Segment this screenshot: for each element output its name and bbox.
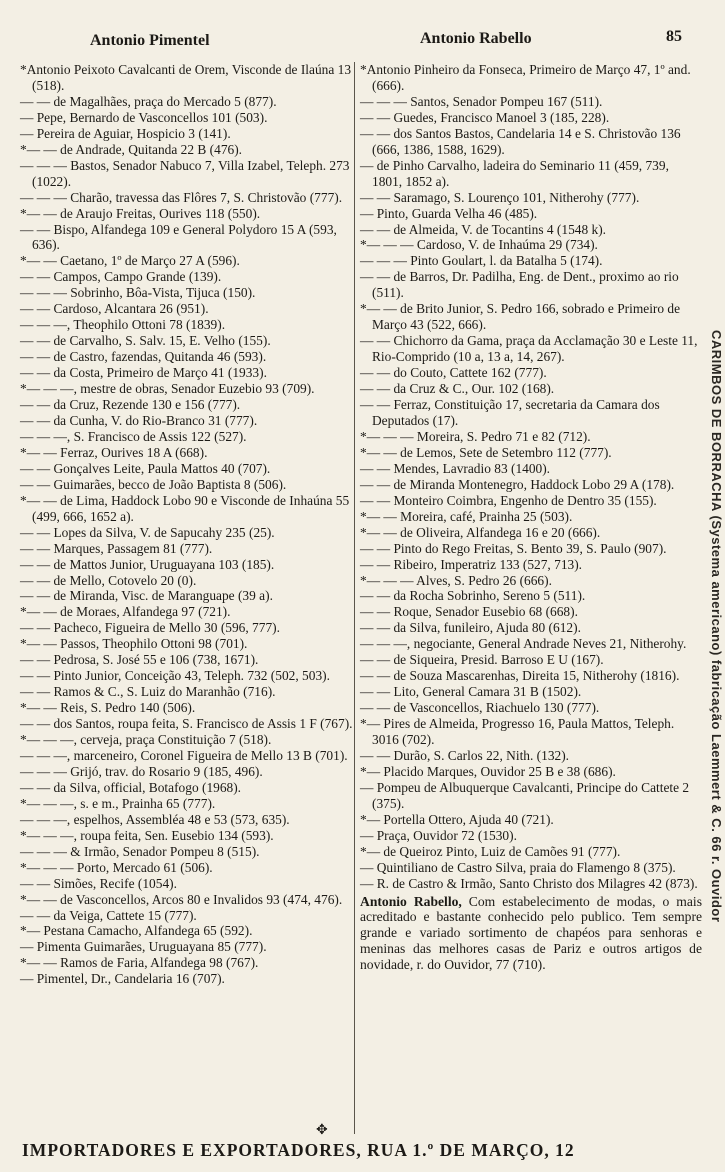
directory-entry: — — —, negociante, General Andrade Neves 21, Nitherohy. <box>360 636 687 652</box>
directory-entry: — — Mendes, Lavradio 83 (1400). <box>360 460 551 476</box>
directory-entry: *— — —, mestre de obras, Senador Euzebio 93 (709). <box>20 381 315 397</box>
ornament-icon: ✥ <box>316 1122 328 1138</box>
directory-entry: — — de Siqueira, Presid. Barroso E U (167). <box>360 652 604 668</box>
directory-entry: — — dos Santos Bastos, Candelaria 14 e S. Christovão 136 (666, 1386, 1588, 1629). <box>360 125 681 157</box>
directory-entry: — — — Santos, Senador Pompeu 167 (511). <box>360 93 603 109</box>
directory-entry: — — Ribeiro, Imperatriz 133 (527, 713). <box>360 556 583 572</box>
directory-entry: — Pinto, Guarda Velha 46 (485). <box>360 205 538 221</box>
directory-entry: — — Durão, S. Carlos 22, Nith. (132). <box>360 747 570 763</box>
page-number: 85 <box>666 28 682 45</box>
directory-entry: — Quintiliano de Castro Silva, praia do Flamengo 8 (375). <box>360 859 676 875</box>
directory-entry: — — —, espelhos, Assembléa 48 e 53 (573, 635). <box>20 811 290 827</box>
directory-entry: *— — — Moreira, S. Pedro 71 e 82 (712). <box>360 428 591 444</box>
directory-entry: *— — Ferraz, Ourives 18 A (668). <box>20 444 208 460</box>
column-divider <box>354 62 355 1134</box>
header-left-name: Antonio Pimentel <box>90 32 210 49</box>
directory-entry: *— — Ramos de Faria, Alfandega 98 (767). <box>20 955 259 971</box>
directory-entry: *— — Caetano, 1º de Março 27 A (596). <box>20 253 240 269</box>
directory-entry: *— Portella Ottero, Ajuda 40 (721). <box>360 811 554 827</box>
directory-entry: — — de Souza Mascarenhas, Direita 15, Nitherohy (1816). <box>360 668 680 684</box>
directory-entry: *— — de Araujo Freitas, Ourives 118 (550). <box>20 205 261 221</box>
directory-entry: — — —, marceneiro, Coronel Figueira de Mello 13 B (701). <box>20 747 348 763</box>
directory-entry: — — Campos, Campo Grande (139). <box>20 269 222 285</box>
directory-entry: — Pimenta Guimarães, Uruguayana 85 (777). <box>20 939 267 955</box>
directory-entry: *— — de Lemos, Sete de Setembro 112 (777). <box>360 444 612 460</box>
directory-entry: — — Ramos & C., S. Luiz do Maranhão (716). <box>20 684 276 700</box>
directory-entry: — — de Mello, Cotovelo 20 (0). <box>20 572 197 588</box>
page-footer: IMPORTADORES E EXPORTADORES, RUA 1.º DE MARÇO, 12 <box>22 1140 575 1160</box>
directory-entry: — — Cardoso, Alcantara 26 (951). <box>20 301 209 317</box>
directory-entry: *Antonio Pinheiro da Fonseca, Primeiro de Março 47, 1º and. (666). <box>360 62 691 93</box>
directory-entry: — — Pedrosa, S. José 55 e 106 (738, 1671). <box>20 652 259 668</box>
directory-entry: — — de Miranda Montenegro, Haddock Lobo 29 A (178). <box>360 476 675 492</box>
directory-entry: — — Saramago, S. Lourenço 101, Nitherohy (777). <box>360 189 640 205</box>
directory-entry: *— Pestana Camacho, Alfandega 65 (592). <box>20 923 253 939</box>
directory-entry: — — Monteiro Coimbra, Engenho de Dentro 35 (155). <box>360 492 657 508</box>
directory-entry: — — da Silva, funileiro, Ajuda 80 (612). <box>360 620 581 636</box>
directory-entry: — — — Bastos, Senador Nabuco 7, Villa Izabel, Teleph. 273 (1022). <box>20 157 350 189</box>
directory-entry: *— — —, s. e m., Prainha 65 (777). <box>20 795 216 811</box>
directory-entry: *— Placido Marques, Ouvidor 25 B e 38 (686). <box>360 763 616 779</box>
directory-entry: — — Gonçalves Leite, Paula Mattos 40 (707). <box>20 460 271 476</box>
directory-entry: — — de Miranda, Visc. de Maranguape (39 a). <box>20 588 273 604</box>
directory-entry: — — de Carvalho, S. Salv. 15, E. Velho (155). <box>20 333 271 349</box>
directory-entry: — — da Veiga, Cattete 15 (777). <box>20 907 197 923</box>
directory-entry: — — — Charão, travessa das Flôres 7, S. Christovão (777). <box>20 189 343 205</box>
advertisement-text: Com estabelecimento de modas, o mais acreditado e bastante conhecido pelo publico. Tem sempre grande e variado sortimento de chapéos para senhoras e meninas das melhores casas de Pariz e outros artigos de novidade, r. do Ouvidor, 77 (710). <box>360 893 702 973</box>
directory-entry: — — da Costa, Primeiro de Março 41 (1933). <box>20 365 267 381</box>
directory-entry: — Pereira de Aguiar, Hospicio 3 (141). <box>20 125 231 141</box>
directory-entry: — — Pinto do Rego Freitas, S. Bento 39, S. Paulo (907). <box>360 540 667 556</box>
advertisement <box>360 894 702 974</box>
directory-entry: *— — — Cardoso, V. de Inhaúma 29 (734). <box>360 237 598 253</box>
directory-entry: — — Guimarães, becco de João Baptista 8 (506). <box>20 476 287 492</box>
directory-entry: *Antonio Peixoto Cavalcanti de Orem, Visconde de Ilaúna 13 (518). <box>20 62 352 93</box>
directory-entry: — — Marques, Passagem 81 (777). <box>20 540 213 556</box>
directory-entry: — — Bispo, Alfandega 109 e General Polydoro 15 A (593, 636). <box>20 221 337 253</box>
directory-entry: — de Pinho Carvalho, ladeira do Seminario 11 (459, 739, 1801, 1852 a). <box>360 157 669 189</box>
directory-entry: — — da Cruz, Rezende 130 e 156 (777). <box>20 397 241 413</box>
directory-entry: *— — de Andrade, Quitanda 22 B (476). <box>20 141 243 157</box>
directory-entry: — — Guedes, Francisco Manoel 3 (185, 228). <box>360 109 610 125</box>
directory-entry: — — Pinto Junior, Conceição 43, Teleph. 732 (502, 503). <box>20 668 330 684</box>
directory-entry: *— — de Vasconcellos, Arcos 80 e Invalidos 93 (474, 476). <box>20 891 343 907</box>
directory-entry: — — — Grijó, trav. do Rosario 9 (185, 496). <box>20 763 263 779</box>
directory-entry: — Pimentel, Dr., Candelaria 16 (707). <box>20 971 225 987</box>
page-header <box>0 18 725 54</box>
directory-entry: — R. de Castro & Irmão, Santo Christo dos Milagres 42 (873). <box>360 875 698 891</box>
directory-entry: — — dos Santos, roupa feita, S. Francisco de Assis 1 F (767). <box>20 716 353 732</box>
directory-entry: *— — de Oliveira, Alfandega 16 e 20 (666). <box>360 524 601 540</box>
directory-entry: *— — de Lima, Haddock Lobo 90 e Visconde de Inhaúna 55 (499, 666, 1652 a). <box>20 492 350 524</box>
directory-entry: *— — de Moraes, Alfandega 97 (721). <box>20 604 231 620</box>
directory-entry: *— — Passos, Theophilo Ottoni 98 (701). <box>20 636 248 652</box>
directory-entry: *— — —, cerveja, praça Constituição 7 (518). <box>20 732 272 748</box>
directory-entry: *— — Moreira, café, Prainha 25 (503). <box>360 508 573 524</box>
directory-entry: — — de Magalhães, praça do Mercado 5 (877). <box>20 93 277 109</box>
side-banner: CARIMBOS DE BORRACHA (Systema americano) fabricação Laemmert & C. 66 r. Ouvidor <box>709 330 724 923</box>
directory-entry: — — Chichorro da Gama, praça da Acclamação 30 e Leste 11, Rio-Comprido (10 a, 13 a, 14, 267). <box>360 333 698 365</box>
directory-entry: — — — Sobrinho, Bôa-Vista, Tijuca (150). <box>20 285 256 301</box>
directory-entry: — — da Cunha, V. do Rio-Branco 31 (777). <box>20 412 258 428</box>
directory-entry: — — de Castro, fazendas, Quitanda 46 (593). <box>20 349 267 365</box>
directory-entry: — — Roque, Senador Eusebio 68 (668). <box>360 604 578 620</box>
directory-entry: *— — Reis, S. Pedro 140 (506). <box>20 700 196 716</box>
right-entries <box>360 62 702 892</box>
directory-entry: — — —, Theophilo Ottoni 78 (1839). <box>20 317 226 333</box>
directory-entry: — — Pacheco, Figueira de Mello 30 (596, 777). <box>20 620 280 636</box>
directory-entry: — — Simões, Recife (1054). <box>20 875 177 891</box>
directory-entry: *— Pires de Almeida, Progresso 16, Paula Mattos, Teleph. 3016 (702). <box>360 716 675 748</box>
right-column <box>360 62 702 987</box>
directory-entry: — — de Vasconcellos, Riachuelo 130 (777). <box>360 700 600 716</box>
directory-entry: — — Lopes da Silva, V. de Sapucahy 235 (25). <box>20 524 275 540</box>
directory-entry: — — da Rocha Sobrinho, Sereno 5 (511). <box>360 588 586 604</box>
advertisement-name: Antonio Rabello, <box>360 893 462 909</box>
directory-entry: — — — & Irmão, Senador Pompeu 8 (515). <box>20 843 260 859</box>
header-right-name: Antonio Rabello <box>420 30 532 47</box>
directory-entry: — — Ferraz, Constituição 17, secretaria da Camara dos Deputados (17). <box>360 397 660 428</box>
directory-entry: — — de Mattos Junior, Uruguayana 103 (185). <box>20 556 275 572</box>
directory-entry: *— — — Porto, Mercado 61 (506). <box>20 859 213 875</box>
directory-entry: — — do Couto, Cattete 162 (777). <box>360 365 547 381</box>
directory-entry: — — de Barros, Dr. Padilha, Eng. de Dent., proximo ao rio (511). <box>360 269 679 301</box>
directory-entry: — — Lito, General Camara 31 B (1502). <box>360 684 582 700</box>
directory-entry: — — — Pinto Goulart, l. da Batalha 5 (174). <box>360 253 603 269</box>
directory-entry: — — —, S. Francisco de Assis 122 (527). <box>20 428 247 444</box>
left-column <box>20 62 355 987</box>
directory-entry: — — da Cruz & C., Our. 102 (168). <box>360 381 555 397</box>
directory-entry: *— — — Alves, S. Pedro 26 (666). <box>360 572 552 588</box>
directory-entry: *— — de Brito Junior, S. Pedro 166, sobrado e Primeiro de Março 43 (522, 666). <box>360 301 681 333</box>
directory-entry: — Praça, Ouvidor 72 (1530). <box>360 827 517 843</box>
directory-entry: — Pompeu de Albuquerque Cavalcanti, Principe do Cattete 2 (375). <box>360 779 690 811</box>
directory-entry: *— — —, roupa feita, Sen. Eusebio 134 (593). <box>20 827 274 843</box>
directory-entry: *— de Queiroz Pinto, Luiz de Camões 91 (777). <box>360 843 621 859</box>
directory-entry: — — de Almeida, V. de Tocantins 4 (1548 k). <box>360 221 607 237</box>
directory-entry: — Pepe, Bernardo de Vasconcellos 101 (503). <box>20 109 268 125</box>
directory-entry: — — da Silva, official, Botafogo (1968). <box>20 779 242 795</box>
